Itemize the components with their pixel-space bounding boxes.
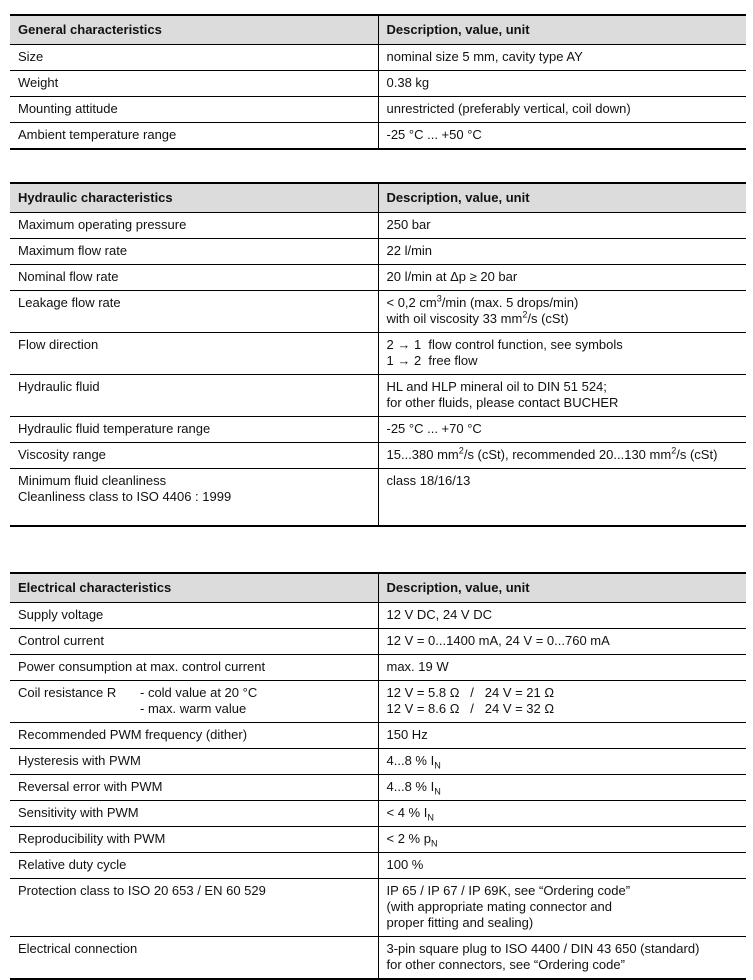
table-header-row	[10, 183, 746, 213]
table-row	[10, 123, 746, 150]
row-value-cell: -25 °C ... +70 °C	[378, 417, 746, 443]
row-label-cell: Minimum fluid cleanliness Cleanliness class to ISO 4406 : 1999	[10, 469, 378, 527]
row-value-cell: < 0,2 $cm^3/\min$ (max. 5 drops/min) with oil viscosity 33 $mm^2/s$ (cSt)	[378, 291, 746, 333]
hydraulic-characteristics-table	[10, 182, 746, 527]
table-row	[10, 443, 746, 469]
row-value-cell: 2 → 1 flow control function, see symbols 1 → 2 free flow	[378, 333, 746, 375]
table-gap	[0, 527, 753, 572]
row-value-cell: 15...380 $mm^2/s$ (cSt), recommended 20...130 $mm^2/s$ (cSt)	[378, 443, 746, 469]
table-row	[10, 723, 746, 749]
row-value-cell: 4...8 % $I_N$	[378, 749, 746, 775]
row-value-cell: 0.38 kg	[378, 71, 746, 97]
table-row	[10, 375, 746, 417]
row-value-cell: -25 °C ... +50 °C	[378, 123, 746, 150]
table-header-row	[10, 15, 746, 45]
row-label-cell: Mounting attitude	[10, 97, 378, 123]
table-row	[10, 827, 746, 853]
row-value-cell: unrestricted (preferably vertical, coil down)	[378, 97, 746, 123]
row-value-cell: max. 19 W	[378, 655, 746, 681]
row-value-cell: 250 bar	[378, 213, 746, 239]
table-row	[10, 775, 746, 801]
table-row	[10, 239, 746, 265]
row-value-cell: 22 l/min	[378, 239, 746, 265]
table-row	[10, 45, 746, 71]
row-label-cell: Nominal flow rate	[10, 265, 378, 291]
row-label-cell: Relative duty cycle	[10, 853, 378, 879]
row-label-cell: Ambient temperature range	[10, 123, 378, 150]
row-label-cell: Reproducibility with PWM	[10, 827, 378, 853]
table-row	[10, 749, 746, 775]
row-value-cell: class 18/16/13	[378, 469, 746, 527]
table-row	[10, 469, 746, 527]
row-label-cell: Recommended PWM frequency (dither)	[10, 723, 378, 749]
row-value-cell: 3-pin square plug to ISO 4400 / DIN 43 650 (standard) for other connectors, see “Ordering code”	[378, 937, 746, 980]
row-label-cell: Flow direction	[10, 333, 378, 375]
row-label-cell: Supply voltage	[10, 603, 378, 629]
table-row	[10, 333, 746, 375]
row-label-cell: Hydraulic fluid	[10, 375, 378, 417]
row-label-cell: Hydraulic fluid temperature range	[10, 417, 378, 443]
general-characteristics-table	[10, 14, 746, 150]
table-title: Hydraulic characteristics	[10, 183, 378, 213]
table-row	[10, 681, 746, 723]
table-gap	[0, 150, 753, 182]
table-row	[10, 879, 746, 937]
table-row	[10, 603, 746, 629]
table-row	[10, 629, 746, 655]
row-value-cell: nominal size 5 mm, cavity type AY	[378, 45, 746, 71]
row-value-cell: 100 %	[378, 853, 746, 879]
row-label-cell: Viscosity range	[10, 443, 378, 469]
value-column-header: Description, value, unit	[378, 15, 746, 45]
table-row	[10, 655, 746, 681]
row-value-cell: < 2 % $p_N$	[378, 827, 746, 853]
row-label: Coil resistance R	[18, 685, 117, 700]
row-label-cell: Control current	[10, 629, 378, 655]
row-value-cell: IP 65 / IP 67 / IP 69K, see “Ordering code” (with appropriate mating connector and proper fitting and sealing)	[378, 879, 746, 937]
table-row	[10, 213, 746, 239]
row-label-cell: Hysteresis with PWM	[10, 749, 378, 775]
row-label-cell: Leakage flow rate	[10, 291, 378, 333]
table-row	[10, 265, 746, 291]
table-title: Electrical characteristics	[10, 573, 378, 603]
row-value-cell: 12 V = 0...1400 mA, 24 V = 0...760 mA	[378, 629, 746, 655]
row-value-cell: HL and HLP mineral oil to DIN 51 524; for other fluids, please contact BUCHER	[378, 375, 746, 417]
row-label-cell: Reversal error with PWM	[10, 775, 378, 801]
table-row	[10, 71, 746, 97]
row-sublabels: - cold value at 20 °C - max. warm value	[140, 685, 258, 716]
table-row	[10, 291, 746, 333]
table-row	[10, 937, 746, 980]
row-label-cell: Size	[10, 45, 378, 71]
row-label-cell: Maximum operating pressure	[10, 213, 378, 239]
row-value-cell: 12 V = 5.8 Ω / 24 V = 21 Ω 12 V = 8.6 Ω / 24 V = 32 Ω	[378, 681, 746, 723]
electrical-characteristics-table	[10, 572, 746, 980]
table-row	[10, 853, 746, 879]
row-label-cell: Weight	[10, 71, 378, 97]
table-header-row	[10, 573, 746, 603]
row-label-cell: Power consumption at max. control current	[10, 655, 378, 681]
table-row	[10, 97, 746, 123]
row-value-cell: 12 V DC, 24 V DC	[378, 603, 746, 629]
row-value-cell: 150 Hz	[378, 723, 746, 749]
row-label-cell: Electrical connection	[10, 937, 378, 980]
row-label-cell: Sensitivity with PWM	[10, 801, 378, 827]
value-column-header: Description, value, unit	[378, 183, 746, 213]
row-label-cell	[10, 681, 378, 723]
row-label-cell: Protection class to ISO 20 653 / EN 60 529	[10, 879, 378, 937]
table-title: General characteristics	[10, 15, 378, 45]
row-value-cell: < 4 % $I_N$	[378, 801, 746, 827]
row-value-cell: 20 l/min at Δp ≥ 20 bar	[378, 265, 746, 291]
row-label-cell: Maximum flow rate	[10, 239, 378, 265]
row-value-cell: 4...8 % $I_N$	[378, 775, 746, 801]
table-row	[10, 801, 746, 827]
table-row	[10, 417, 746, 443]
value-column-header: Description, value, unit	[378, 573, 746, 603]
